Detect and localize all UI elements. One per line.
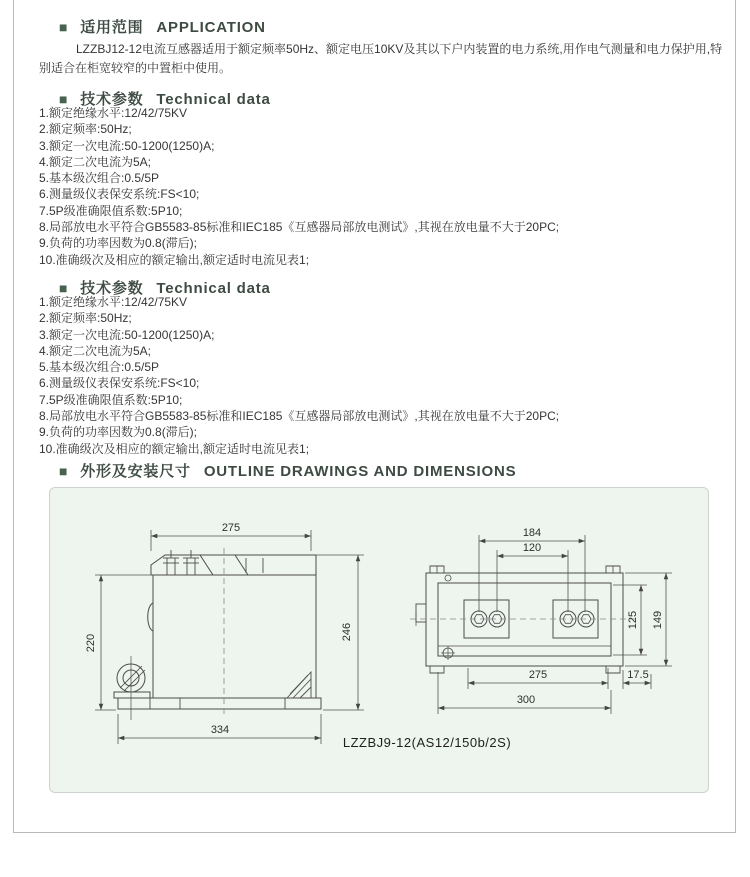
technical-data-list-1	[39, 105, 723, 268]
tech-item: 5.基本级次组合:0.5/5P	[39, 360, 160, 375]
tech2-title-zh: 技术参数	[80, 280, 144, 297]
dim-width-body	[468, 668, 608, 689]
dim-value-149: 149	[652, 610, 664, 630]
dim-height-left	[85, 575, 153, 710]
dim-width-bottom	[118, 714, 321, 744]
tech-item: 4.额定二次电流为5A;	[39, 343, 152, 358]
tech-item: 10.准确级次及相应的额定输出,额定适时电流见表1;	[39, 252, 310, 267]
tech-item: 7.5P级准确限值系数:5P10;	[39, 203, 183, 218]
tech1-title-zh: 技术参数	[80, 91, 144, 108]
tech-item: 4.额定二次电流为5A;	[39, 154, 152, 169]
front-view-drawing	[114, 548, 321, 720]
plan-view-dimensions	[438, 527, 672, 714]
dim-value-17-5: 17.5	[627, 669, 649, 681]
square-bullet-icon: ■	[59, 280, 69, 296]
tech-item: 3.额定一次电流:50-1200(1250)A;	[39, 327, 215, 342]
primary-terminal-bolts	[163, 550, 199, 575]
dim-value-275-plan: 275	[528, 669, 548, 681]
dim-width-overall	[438, 672, 611, 714]
tech-item: 6.测量级仪表保安系统:FS<10;	[39, 376, 200, 391]
section-title-application	[59, 16, 266, 37]
dim-width-top	[151, 522, 311, 551]
mounting-foot-right	[287, 672, 311, 698]
dim-value-220: 220	[85, 633, 97, 653]
square-bullet-icon: ■	[59, 19, 69, 35]
datasheet-page	[13, 0, 736, 833]
dim-bolt-span-outer	[479, 527, 585, 612]
application-title-zh: 适用范围	[80, 19, 144, 36]
tech2-title-en: Technical data	[156, 280, 271, 297]
dim-value-334: 334	[210, 724, 230, 736]
tech-item: 6.测量级仪表保安系统:FS<10;	[39, 187, 200, 202]
outline-title-zh: 外形及安装尺寸	[80, 463, 191, 480]
dim-value-275-top: 275	[221, 522, 241, 534]
tech-item: 9.负荷的功率因数为0.8(滞后);	[39, 236, 198, 251]
tech-item: 9.负荷的功率因数为0.8(滞后);	[39, 425, 198, 440]
dim-value-300: 300	[516, 694, 536, 706]
section-title-outline-drawings	[59, 460, 516, 481]
tech1-title-en: Technical data	[156, 91, 271, 108]
mounting-foot-left	[114, 656, 150, 720]
application-paragraph: LZZBJ12-12电流互感器适用于额定频率50Hz、额定电压10KV及其以下户内装置的电力系统,用作电气测量和电力保护用,特别适合在柜宽较窄的中置柜中使用。	[39, 42, 723, 75]
dim-value-120: 120	[522, 542, 542, 554]
dim-offset-right	[623, 669, 651, 689]
tech-item: 1.额定绝缘水平:12/42/75KV	[39, 295, 188, 309]
tech-item: 2.额定频率:50Hz;	[39, 311, 132, 326]
dim-bolt-span-inner	[497, 542, 568, 612]
dim-height-right	[316, 555, 364, 710]
tech-item: 8.局部放电水平符合GB5583-85标准和IEC185《互感器局部放电测试》,其视在放电量不大于20PC;	[39, 409, 560, 424]
drawing-model-label: LZZBJ9-12(AS12/150b/2S)	[342, 735, 512, 750]
tech-item: 2.额定频率:50Hz;	[39, 122, 132, 137]
dim-value-246: 246	[341, 622, 353, 642]
tech-item: 7.5P级准确限值系数:5P10;	[39, 392, 183, 407]
application-title-en: APPLICATION	[156, 19, 266, 36]
plan-view-drawing	[410, 566, 638, 673]
dim-value-184: 184	[522, 527, 542, 539]
tech-item: 5.基本级次组合:0.5/5P	[39, 171, 160, 186]
square-bullet-icon: ■	[59, 463, 69, 479]
outline-title-en: OUTLINE DRAWINGS AND DIMENSIONS	[203, 463, 517, 480]
tech-item: 10.准确级次及相应的额定输出,额定适时电流见表1;	[39, 441, 310, 456]
dim-value-125: 125	[627, 610, 639, 630]
outline-drawings-svg	[50, 488, 708, 792]
outline-drawing-panel	[49, 487, 709, 793]
dim-height-inner	[613, 585, 647, 655]
square-bullet-icon: ■	[59, 91, 69, 107]
tech-item: 8.局部放电水平符合GB5583-85标准和IEC185《互感器局部放电测试》,其视在放电量不大于20PC;	[39, 220, 560, 235]
tech-item: 3.额定一次电流:50-1200(1250)A;	[39, 138, 215, 153]
tech-item: 1.额定绝缘水平:12/42/75KV	[39, 106, 188, 120]
technical-data-list-2	[39, 294, 723, 457]
